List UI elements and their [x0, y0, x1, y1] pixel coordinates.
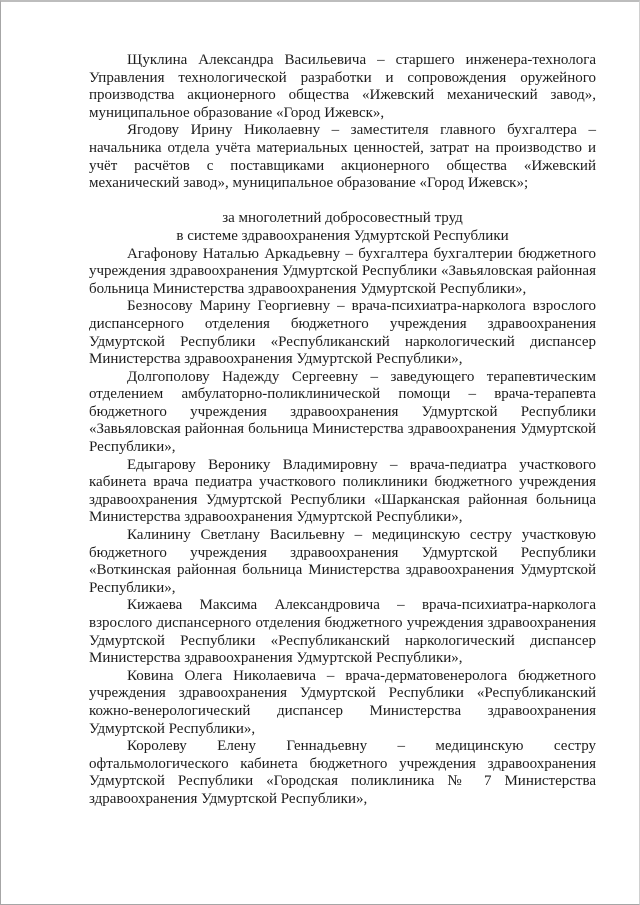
section-heading-line-2: в системе здравоохранения Удмуртской Республики	[176, 227, 509, 244]
award-paragraph: Королеву Елену Геннадьевну – медицинскую сестру офтальмологического кабинета бюджетного учреждения здравоохранения Удмуртской Республики «Городская поликлиника № 7 Министерства здравоохранения Удмуртской Республики»,	[89, 738, 596, 807]
intro-paragraph: Щуклина Александра Васильевича – старшего инженера-технолога Управления технологической разработки и сопровождения оружейного производства акционерного общества «Ижевский механический завод», муниципальное образование «Город Ижевск»,	[89, 52, 596, 121]
award-paragraph: Безносову Марину Георгиевну – врача-психиатра-нарколога взрослого диспансерного отделения бюджетного учреждения здравоохранения Удмуртской Республики «Республиканский наркологический диспансер Министерства здравоохранения Удмуртской Республики»,	[89, 298, 596, 368]
award-paragraph: Кижаева Максима Александровича – врача-психиатра-нарколога взрослого диспансерного отделения бюджетного учреждения здравоохранения Удмуртской Республики «Республиканский наркологический диспансер Министерства здравоохранения Удмуртской Республики»,	[89, 597, 596, 667]
document-text-block	[89, 52, 596, 809]
award-paragraph: Долгополову Надежду Сергеевну – заведующего терапевтическим отделением амбулаторно-поликлинической помощи – врача-терапевта бюджетного учреждения здравоохранения Удмуртской Республики «Завьяловская районная больница Министерства здравоохранения Удмуртской Республики»,	[89, 368, 596, 456]
award-paragraph: Калинину Светлану Васильевну – медицинскую сестру участковую бюджетного учреждения здравоохранения Удмуртской Республики «Воткинская районная больница Министерства здравоохранения Удмуртской Республики»,	[89, 527, 596, 596]
intro-paragraph: Ягодову Ирину Николаевну – заместителя главного бухгалтера – начальника отдела учёта материальных ценностей, затрат на производство и учёт расчётов с поставщиками акционерного общества «Ижевский механический завод», муниципальное образование «Город Ижевск»;	[89, 122, 596, 192]
section-heading	[89, 210, 596, 245]
award-paragraph: Ковина Олега Николаевича – врача-дерматовенеролога бюджетного учреждения здравоохранения Удмуртской Республики «Республиканский кожно-венерологический диспансер Министерства здравоохранения Удмуртской Республики»,	[89, 667, 596, 737]
award-paragraph: Агафонову Наталью Аркадьевну – бухгалтера бухгалтерии бюджетного учреждения здравоохранения Удмуртской Республики «Завьяловская районная больница Министерства здравоохранения Удмуртской Республики»,	[89, 245, 596, 297]
section-heading-line-1: за многолетний добросовестный труд	[222, 210, 463, 227]
award-paragraph: Едыгарову Веронику Владимировну – врача-педиатра участкового кабинета врача педиатра участкового поликлиники бюджетного учреждения здравоохранения Удмуртской Республики «Шарканская районная больница Министерства здравоохранения Удмуртской Республики»,	[89, 456, 596, 526]
